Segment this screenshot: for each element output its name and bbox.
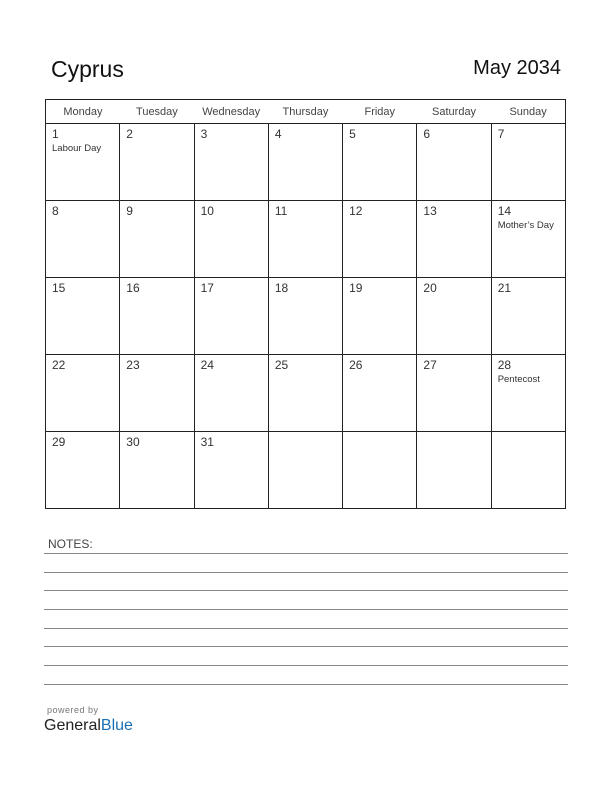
day-number: 15 (52, 281, 66, 295)
day-cell (417, 355, 491, 432)
weekday-header-row (46, 100, 566, 124)
day-cell (343, 432, 417, 509)
day-number: 12 (349, 204, 363, 218)
day-number: 13 (423, 204, 437, 218)
day-cell (417, 124, 491, 201)
day-number: 10 (200, 204, 214, 218)
country-title: Cyprus (51, 56, 124, 82)
day-cell (491, 355, 565, 432)
note-line (44, 553, 568, 554)
day-number: 21 (497, 281, 512, 295)
note-line (44, 684, 568, 685)
day-cell (491, 201, 565, 278)
note-line (44, 628, 568, 629)
day-number: 6 (423, 127, 431, 141)
day-cell (194, 278, 268, 355)
day-number: 4 (274, 127, 282, 141)
day-number: 31 (200, 435, 214, 449)
day-cell (268, 355, 342, 432)
note-line (44, 590, 568, 591)
note-line (44, 665, 568, 666)
note-line (44, 646, 568, 647)
weekday-header: Wednesday (194, 100, 268, 124)
day-number: 24 (200, 358, 214, 372)
brand-part-blue: Blue (100, 717, 133, 734)
day-cell (194, 201, 268, 278)
day-cell (46, 278, 120, 355)
day-cell (343, 201, 417, 278)
powered-by-text: powered by (47, 705, 99, 715)
week-row (46, 355, 566, 432)
day-number: 19 (349, 281, 363, 295)
day-cell (491, 278, 565, 355)
week-row (46, 124, 566, 201)
day-cell (491, 124, 565, 201)
day-cell (491, 432, 565, 509)
day-cell (268, 432, 342, 509)
day-number: 29 (52, 435, 66, 449)
calendar-grid (45, 99, 566, 509)
day-number: 28 (497, 358, 512, 372)
holiday-label: Pentecost (497, 374, 540, 385)
day-number: 2 (126, 127, 133, 141)
brand-logo (44, 717, 133, 735)
note-line (44, 609, 568, 610)
day-number: 1 (52, 127, 59, 141)
day-cell (417, 201, 491, 278)
day-number: 11 (274, 204, 288, 218)
day-cell (417, 278, 491, 355)
day-number: 22 (52, 358, 66, 372)
day-cell (268, 124, 342, 201)
day-cell (194, 355, 268, 432)
weekday-header: Monday (46, 100, 120, 124)
weekday-header: Saturday (417, 100, 491, 124)
brand-part-general: General (44, 717, 101, 734)
day-cell (120, 201, 194, 278)
day-cell (343, 355, 417, 432)
day-cell (268, 278, 342, 355)
day-cell (46, 432, 120, 509)
day-number: 9 (126, 204, 133, 218)
day-cell (46, 355, 120, 432)
day-number: 8 (52, 204, 59, 218)
day-cell (46, 124, 120, 201)
day-number: 14 (497, 204, 512, 218)
weekday-header: Friday (343, 100, 417, 124)
note-line (44, 572, 568, 573)
day-number: 16 (126, 281, 140, 295)
day-number: 20 (423, 281, 437, 295)
weekday-header: Tuesday (120, 100, 194, 124)
day-number: 3 (200, 127, 208, 141)
day-number: 25 (274, 358, 289, 372)
day-cell (120, 278, 194, 355)
day-cell (194, 124, 268, 201)
week-row (46, 432, 566, 509)
weekday-header: Sunday (491, 100, 565, 124)
day-cell (343, 278, 417, 355)
week-row (46, 278, 566, 355)
day-number: 26 (349, 358, 363, 372)
day-cell (120, 355, 194, 432)
day-cell (268, 201, 342, 278)
day-cell (343, 124, 417, 201)
month-year-title: May 2034 (473, 57, 561, 79)
day-number: 23 (126, 358, 140, 372)
notes-label: NOTES: (48, 537, 93, 551)
day-cell (46, 201, 120, 278)
day-cell (120, 432, 194, 509)
holiday-label: Labour Day (52, 143, 102, 154)
holiday-label: Mother’s Day (497, 220, 554, 231)
day-number: 18 (274, 281, 289, 295)
day-number: 17 (200, 281, 214, 295)
week-row (46, 201, 566, 278)
day-cell (417, 432, 491, 509)
day-number: 27 (423, 358, 437, 372)
day-number: 5 (349, 127, 356, 141)
day-cell (194, 432, 268, 509)
day-number: 30 (126, 435, 140, 449)
weekday-header: Thursday (268, 100, 342, 124)
day-number: 7 (497, 127, 505, 141)
day-cell (120, 124, 194, 201)
